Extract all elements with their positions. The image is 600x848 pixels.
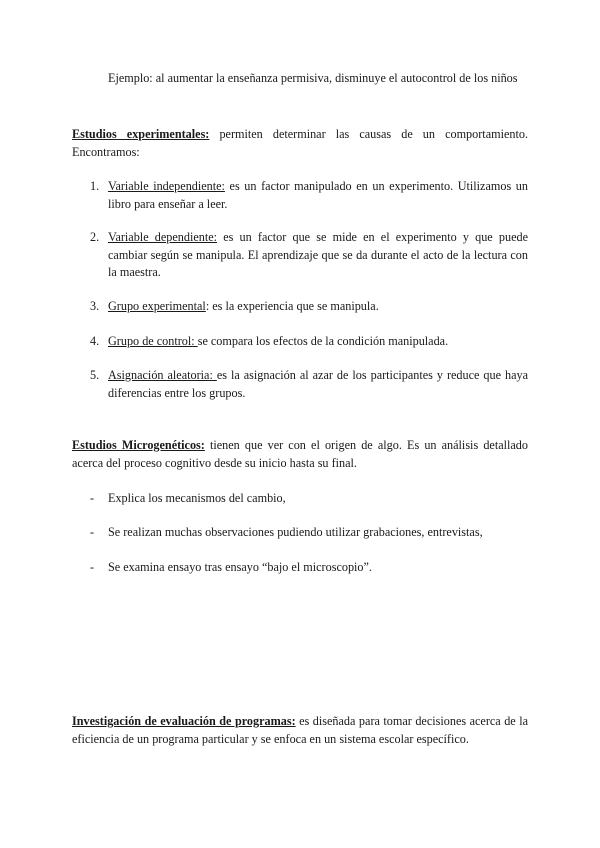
list-description: es un factor que se mide en el experimento y que puede cambiar según se manipula. El aprendizaje que se da durante el acto de la lectura con la maestra. <box>108 230 528 279</box>
list-number: 2. <box>90 230 100 244</box>
microgenetic-studies-paragraph <box>72 437 528 472</box>
experimental-studies-paragraph <box>72 126 528 161</box>
bullet-item <box>90 490 528 508</box>
list-item <box>90 333 528 351</box>
list-term: Variable dependiente: <box>108 230 218 244</box>
list-item <box>90 178 528 213</box>
list-item <box>90 367 528 402</box>
list-item <box>90 298 528 316</box>
list-term: Grupo experimental <box>108 299 206 313</box>
list-term: Asignación aleatoria: <box>108 368 217 382</box>
bullet-item <box>90 524 528 542</box>
bullet-dash: - <box>90 491 95 505</box>
program-evaluation-intro: es diseñada para tomar decisiones acerca de la eficiencia de un programa particular y se enfoca en un sistema escolar específico. <box>72 714 528 746</box>
bullet-item <box>90 559 528 577</box>
program-evaluation-heading: Investigación de evaluación de programas: <box>72 714 296 728</box>
bullet-text: Se examina ensayo tras ensayo “bajo el microscopio”. <box>108 560 372 574</box>
bullet-dash: - <box>90 560 95 574</box>
bullet-text: Se realizan muchas observaciones pudiendo utilizar grabaciones, entrevistas, <box>108 525 483 539</box>
list-description: se compara los efectos de la condición manipulada. <box>197 334 449 348</box>
experimental-studies-intro: permiten determinar las causas de un comportamiento. Encontramos: <box>72 127 528 159</box>
list-number: 5. <box>90 368 100 382</box>
program-evaluation-paragraph <box>72 713 528 748</box>
microgenetic-studies-intro: tienen que ver con el origen de algo. Es un análisis detallado acerca del proceso cognitivo desde su inicio hasta su final. <box>72 438 528 470</box>
example-paragraph: Ejemplo: al aumentar la enseñanza permisiva, disminuye el autocontrol de los niños <box>108 71 518 85</box>
list-term: Grupo de control: <box>108 334 198 348</box>
bullet-dash: - <box>90 525 95 539</box>
list-description: es un factor manipulado en un experimento. Utilizamos un libro para enseñar a leer. <box>108 179 528 211</box>
microgenetic-studies-heading: Estudios Microgenéticos: <box>72 438 205 452</box>
list-number: 1. <box>90 179 100 193</box>
list-number: 4. <box>90 334 100 348</box>
bullet-text: Explica los mecanismos del cambio, <box>108 491 286 505</box>
list-item <box>90 229 528 282</box>
list-description: es la asignación al azar de los participantes y reduce que haya diferencias entre los grupos. <box>108 368 528 400</box>
list-description: : es la experiencia que se manipula. <box>205 299 379 313</box>
list-number: 3. <box>90 299 100 313</box>
experimental-studies-heading: Estudios experimentales: <box>72 127 210 141</box>
list-term: Variable independiente: <box>108 179 225 193</box>
